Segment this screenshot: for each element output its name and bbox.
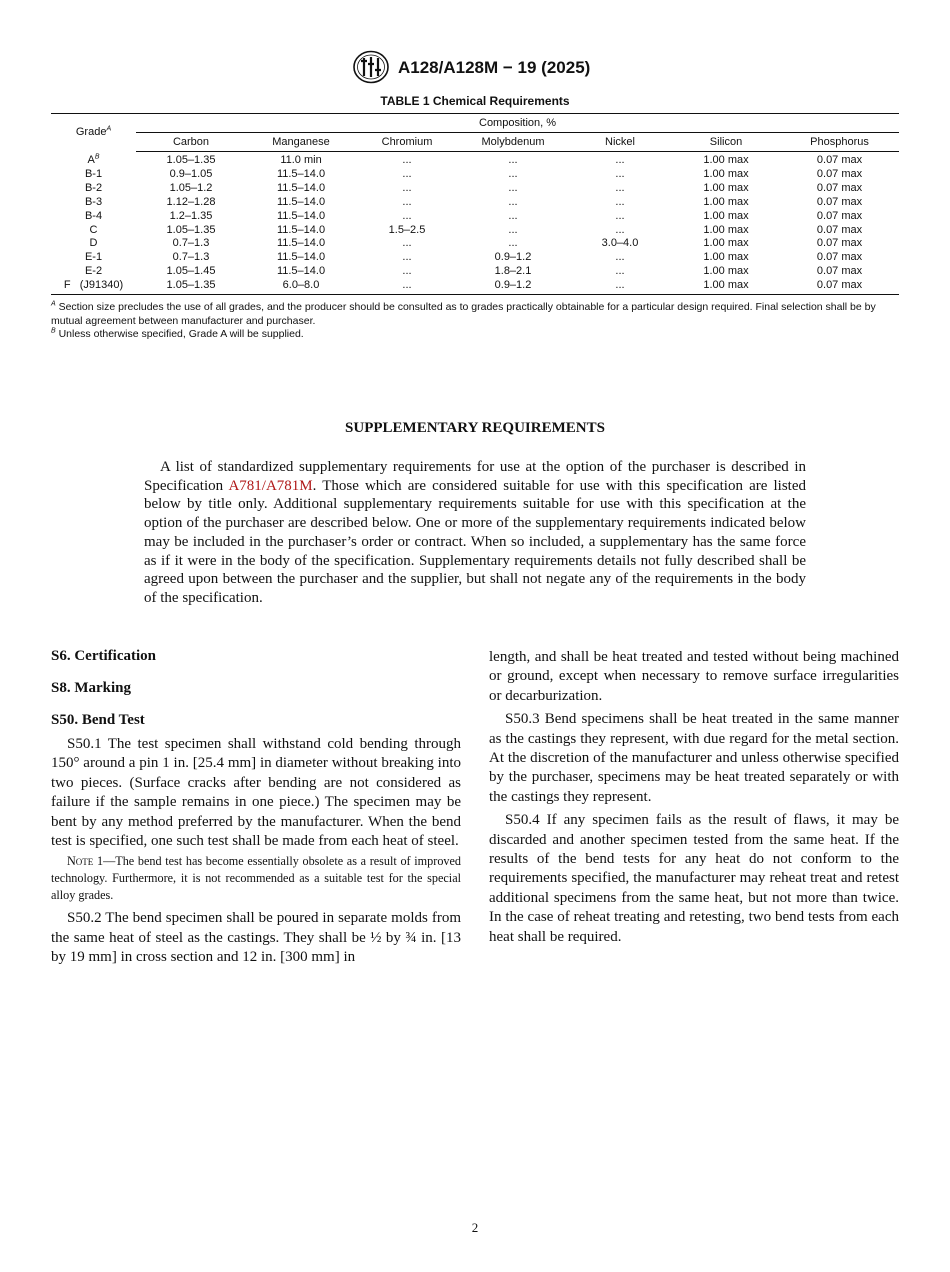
value-cell: 0.07 max <box>816 154 863 166</box>
column-header-carbon: Carbon <box>136 133 246 152</box>
grade-cell: E-2 <box>84 265 103 278</box>
table-row <box>51 152 899 168</box>
value-cell: 0.07 max <box>816 181 863 194</box>
document-id: A128/A128M − 19 (2025) <box>398 58 591 77</box>
value-cell: ... <box>615 181 625 194</box>
value-cell: 0.07 max <box>816 223 863 236</box>
value-cell: ... <box>508 167 518 180</box>
table-header-row <box>51 114 899 133</box>
table-subheader-row <box>51 133 899 152</box>
grade-cell: F (J91340) <box>51 279 136 294</box>
footnote-b: $^B$ Unless otherwise specified, Grade A will be supplied. <box>51 327 304 340</box>
note-1: Note 1—The bend test has become essentially obsolete as a result of improved technology. Furthermore, it is not recommended as a suitable test for the special alloy grades. <box>51 854 462 903</box>
value-cell: 11.5–14.0 <box>276 223 326 236</box>
paragraph-s50-2: S50.2 The bend specimen shall be poured in separate molds from the same heat of steel as the castings. They shall be ½ by ¾ in. [13 by 19 mm] in cross section and 12 in. [300 mm] in <box>51 910 461 966</box>
value-cell: 1.00 max <box>703 251 749 264</box>
value-cell: ... <box>508 154 518 166</box>
value-cell: 11.5–14.0 <box>276 237 326 250</box>
value-cell: ... <box>508 181 518 194</box>
value-cell: 0.7–1.3 <box>172 237 210 250</box>
column-header-manganese: Manganese <box>246 133 356 152</box>
column-header-phosphorus: Phosphorus <box>780 133 899 152</box>
value-cell: 1.05–1.35 <box>166 223 216 236</box>
section-s50-heading: S50. Bend Test <box>51 712 145 728</box>
value-cell: 1.2–1.35 <box>169 209 213 222</box>
section-s6-heading: S6. Certification <box>51 648 156 664</box>
chemical-requirements-table <box>51 113 899 295</box>
left-column <box>51 647 461 968</box>
value-cell: 1.05–1.35 <box>166 154 216 166</box>
value-cell: 0.07 max <box>816 195 863 208</box>
value-cell: 1.00 max <box>703 181 749 194</box>
table-row <box>51 279 899 294</box>
table-row <box>51 168 899 182</box>
value-cell: ... <box>615 195 625 208</box>
value-cell: 11.5–14.0 <box>276 251 326 264</box>
grade-cell: B-3 <box>84 195 103 208</box>
value-cell: 0.07 max <box>816 237 863 250</box>
footnote-a: $^A$ Section size precludes the use of all grades, and the producer should be consulted as to grades practically obtainable for a particular design required. Final selection shall be by mutual agreement between manufacturer and purchaser. <box>51 300 876 327</box>
value-cell: ... <box>402 167 412 180</box>
value-cell: 0.7–1.3 <box>172 251 210 264</box>
value-cell: 1.05–1.2 <box>169 181 213 194</box>
grade-cell: B-1 <box>84 167 103 180</box>
value-cell: ... <box>402 195 412 208</box>
value-cell: 1.00 max <box>703 223 749 236</box>
table-row <box>51 196 899 210</box>
value-cell: 11.5–14.0 <box>276 209 326 222</box>
table-row <box>51 237 899 251</box>
grade-cell: B-4 <box>84 209 103 222</box>
value-cell: ... <box>402 237 412 250</box>
astm-logo <box>352 50 390 84</box>
value-cell: 1.00 max <box>703 237 749 250</box>
value-cell: 1.00 max <box>703 209 749 222</box>
value-cell: ... <box>615 167 625 180</box>
supplementary-intro: A list of standardized supplementary requirements for use at the option of the purchaser is described in Specification A781/A781M. Those which are considered suitable for use with this specification are listed below by title only. Additional supplementary requirements suitable for use with this specification at the option of the purchaser are described below. One or more of the supplementary requirements indicated below may be included in the purchaser’s order or contract. When so included, a supplementary has the same force as if it were in the body of the specification. Supplementary requirements details not fully described shall be agreed upon between the purchaser and the supplier, but shall not negate any of the requirements in the body of the specification. <box>144 459 807 606</box>
supplementary-requirements-title: SUPPLEMENTARY REQUIREMENTS <box>345 420 605 436</box>
value-cell: 0.9–1.2 <box>458 279 568 294</box>
value-cell: 11.5–14.0 <box>276 181 326 194</box>
value-cell: ... <box>615 154 625 166</box>
value-cell: 1.00 max <box>672 279 780 294</box>
column-header-silicon: Silicon <box>672 133 780 152</box>
paragraph-s50-3: S50.3 Bend specimens shall be heat treated in the same manner as the castings they represent, with due regard for the metal section. At the discretion of the manufacturer and unless otherwise specified by the purchaser, specimens may be heat treated separately or with the castings they represent. <box>489 711 899 805</box>
value-cell: 11.5–14.0 <box>276 195 326 208</box>
value-cell: 0.07 max <box>816 265 863 278</box>
value-cell: 1.00 max <box>703 265 749 278</box>
value-cell: ... <box>402 265 412 278</box>
table-caption: TABLE 1 Chemical Requirements <box>380 94 570 108</box>
grade-cell: C <box>89 223 98 236</box>
column-header-chromium: Chromium <box>356 133 458 152</box>
value-cell: 0.9–1.05 <box>169 167 213 180</box>
value-cell: ... <box>402 251 412 264</box>
value-cell: 0.9–1.2 <box>494 251 532 264</box>
value-cell: 1.8–2.1 <box>494 265 532 278</box>
value-cell: 0.07 max <box>780 279 899 294</box>
value-cell: ... <box>615 223 625 236</box>
value-cell: 1.12–1.28 <box>166 195 216 208</box>
value-cell: ... <box>508 209 518 222</box>
column-header-molybdenum: Molybdenum <box>458 133 568 152</box>
value-cell: ... <box>568 279 672 294</box>
value-cell: ... <box>356 279 458 294</box>
value-cell: ... <box>402 209 412 222</box>
composition-group-header: Composition, % <box>136 114 899 133</box>
value-cell: 1.00 max <box>703 195 749 208</box>
grade-cell: B-2 <box>84 181 103 194</box>
value-cell: ... <box>615 251 625 264</box>
paragraph-s50-4: S50.4 If any specimen fails as the result of flaws, it may be discarded and another specimen tested from the same heat. If the results of the bend tests for any heat do not conform to the requirements specified, the manufacturer may reheat treat and retest additional specimens from the same heat, but not more than twice. In the case of reheat treating and retesting, two bend tests from each heat shall be required. <box>489 812 899 945</box>
value-cell: 1.05–1.45 <box>166 265 216 278</box>
value-cell: 3.0–4.0 <box>601 237 639 250</box>
value-cell: ... <box>615 265 625 278</box>
page-number: 2 <box>471 1220 479 1235</box>
value-cell: ... <box>615 209 625 222</box>
grade-cell: $A^B$ <box>87 153 100 166</box>
section-s8-heading: S8. Marking <box>51 680 132 696</box>
value-cell: 0.07 max <box>816 251 863 264</box>
value-cell: 1.00 max <box>703 154 749 166</box>
value-cell: 11.0 min <box>280 154 322 166</box>
value-cell: 11.5–14.0 <box>276 167 326 180</box>
value-cell: ... <box>402 181 412 194</box>
grade-column-header: Grade$^A$ <box>51 114 136 152</box>
column-header-nickel: Nickel <box>568 133 672 152</box>
grade-cell: E-1 <box>84 251 103 264</box>
grade-cell: D <box>89 237 98 250</box>
table-row <box>51 265 899 279</box>
value-cell: 1.5–2.5 <box>388 223 426 236</box>
table-row <box>51 251 899 265</box>
value-cell: 0.07 max <box>816 209 863 222</box>
value-cell: 0.07 max <box>816 167 863 180</box>
right-column <box>489 648 899 947</box>
table-footnotes <box>51 301 901 342</box>
value-cell: ... <box>402 154 412 166</box>
paragraph-s50-1: S50.1 The test specimen shall withstand cold bending through 150° around a pin 1 in. [25.4 mm] in diameter without breaking into two pieces. (Surface cracks after bending are not considered as failure if the sample remains in one piece.) The specimen may be bent by any method preferred by the manufacturer. When the bend test is specified, one such test shall be made from each heat of steel. <box>51 736 461 850</box>
table-row <box>51 210 899 224</box>
value-cell: ... <box>508 237 518 250</box>
paragraph-s50-2-continued: length, and shall be heat treated and tested without being machined or ground, except when necessary to remove surface irregularities or decarburization. <box>489 649 899 704</box>
value-cell: 1.05–1.35 <box>136 279 246 294</box>
value-cell: ... <box>508 223 518 236</box>
table-row <box>51 224 899 238</box>
value-cell: 6.0–8.0 <box>246 279 356 294</box>
document-header <box>0 50 950 84</box>
spec-a781-link[interactable]: A781/A781M <box>228 477 313 494</box>
table-row <box>51 182 899 196</box>
value-cell: 11.5–14.0 <box>276 265 326 278</box>
value-cell: 1.00 max <box>703 167 749 180</box>
table-body <box>51 152 899 295</box>
value-cell: ... <box>508 195 518 208</box>
